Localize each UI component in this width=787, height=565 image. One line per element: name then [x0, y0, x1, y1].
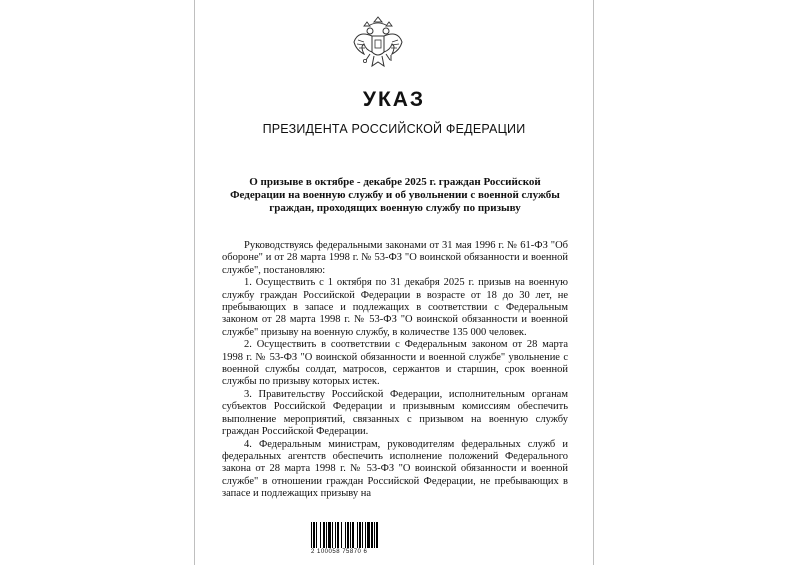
coat-of-arms-emblem — [350, 16, 406, 76]
barcode-bars — [311, 522, 411, 548]
barcode-number: 2 100058 75870 6 — [311, 549, 368, 555]
paragraph-2: 2. Осуществить в соответствии с Федеральным законом от 28 марта 1998 г. № 53-ФЗ "О воинской обязанности и военной службе" увольнение с военной службы солдат, матросов, сержантов и старшин, срок военной службы по призыву которых истек. — [222, 339, 568, 388]
barcode-bar — [376, 522, 378, 548]
document-title: УКАЗ — [362, 88, 426, 111]
paragraph-3: 3. Правительству Российской Федерации, исполнительным органам субъектов Российской Федерации и призывным комиссиям обеспечить выполнение мероприятий, связанных с призывом на военную службу граждан Российской Федерации. — [222, 388, 568, 438]
paragraph-preamble: Руководствуясь федеральными законами от 31 мая 1996 г. № 61-ФЗ "Об обороне" и от 28 марта 1998 г. № 53-ФЗ "О воинской обязанности и военной службе", постановляю: — [222, 240, 568, 276]
document-page — [194, 0, 594, 565]
paragraph-1: 1. Осуществить с 1 октября по 31 декабря 2025 г. призыв на военную службу граждан Российской Федерации в возрасте от 18 до 30 лет, не пребывающих в запасе и подлежащих в соответствии с Федеральным законом от 28 марта 1998 г. № 53-ФЗ "О воинской обязанности и военной службе" призыву на военную службу, в количестве 135 000 человек. — [222, 277, 568, 338]
document-subtitle: ПРЕЗИДЕНТА РОССИЙСКОЙ ФЕДЕРАЦИИ — [262, 122, 526, 136]
decree-body — [222, 240, 568, 501]
barcode — [311, 522, 411, 554]
paragraph-4: 4. Федеральным министрам, руководителям федеральных служб и федеральных агентств обеспечить исполнение положений Федерального закона от 28 марта 1998 г. № 53-ФЗ "О воинской обязанности и военной службе" в отношении граждан Российской Федерации, не пребывающих в запасе и подлежащих призыву на — [222, 438, 568, 500]
decree-heading: О призыве в октябре - декабре 2025 г. граждан Российской Федерации на военную службу и об увольнении с военной службы граждан, проходящих военную службу по призыву — [230, 176, 560, 214]
